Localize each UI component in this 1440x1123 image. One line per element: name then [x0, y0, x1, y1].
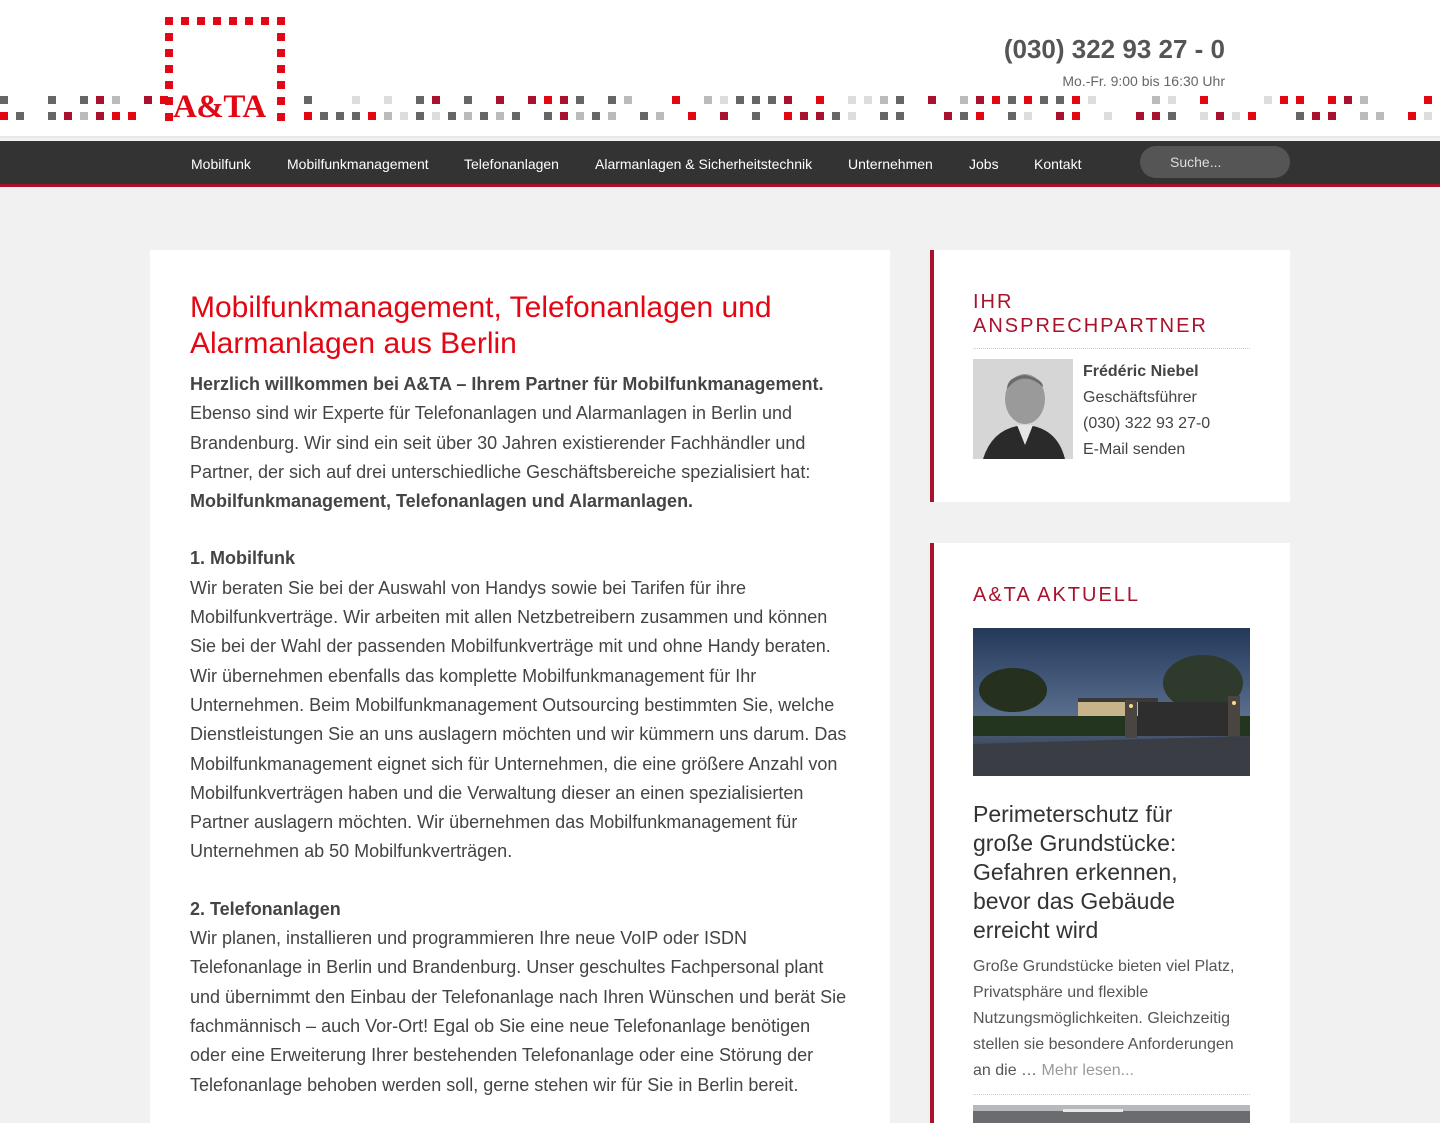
search-input[interactable] [1140, 146, 1290, 178]
card-divider [973, 348, 1250, 349]
site-header [0, 0, 1440, 138]
nav-item-unternehmen[interactable]: Unternehmen [848, 156, 933, 172]
logo-text: A&TA [173, 89, 266, 125]
nav-item-alarmanlagen[interactable]: Alarmanlagen & Sicherheitstechnik [595, 156, 813, 172]
intro-text: Ebenso sind wir Experte für Telefonanlagen und Alarmanlagen in Berlin und Brandenburg. Wir sind ein seit über 30 Jahren existierender Fachhändler und Partner, der sich auf drei unterschiedliche Geschäftsbereiche spezialisiert hat: [190, 403, 811, 482]
section-text-telefonanlagen: Wir planen, installieren und programmieren Ihre neue VoIP oder ISDN Telefonanlage in Berlin und Brandenburg. Unser geschultes Fachpersonal plant und übernimmt den Einbau der Telefonanlage nach Ihren Wünschen und berät Sie fachmännisch – auch Vor-Ort! Egal ob Sie eine neue Telefonanlage benötigen oder eine Erweiterung Ihrer bestehenden Telefonanlage oder eine Störung der Telefonanlage behoben werden soll, gerne stehen wir für Sie in Berlin bereit. [190, 928, 847, 1095]
news-excerpt-text: Große Grundstücke bieten viel Platz, Privatsphäre und flexible Nutzungsmöglichkeiten. Gleichzeitig stellen sie besondere Anforderungen an die … [973, 958, 1235, 1079]
contact-name: Frédéric Niebel [1083, 363, 1199, 380]
contact-email-link[interactable]: E-Mail senden [1083, 441, 1186, 458]
nav-item-telefonanlagen[interactable]: Telefonanlagen [464, 156, 559, 172]
news-article-image-2[interactable] [973, 1105, 1250, 1123]
section-text-mobilfunk: Wir beraten Sie bei der Auswahl von Handys sowie bei Tarifen für ihre Mobilfunkverträge. Wir arbeiten mit allen Netzbetreibern zusammen und können Sie bei der Wahl der passenden Mobilfunkverträge mit und ohne Handy beraten. Wir übernehmen ebenfalls das komplette Mobilfunkmanagement für Ihr Unternehmen. Beim Mobilfunkmanagement Outsourcing bestimmten Sie, welche Dienstleistungen Sie an uns auslagern möchten und wir kümmern uns darum. Das Mobilfunkmanagement eignet sich für Unternehmen, die eine größere Anzahl von Mobilfunkverträgen haben und die Verwaltung dieser an einen spezialisierten Partner auslagern möchten. Wir übernehmen das Mobilfunkmanagement für Unternehmen ab 50 Mobilfunkverträgen. [190, 577, 847, 862]
contact-person-photo [973, 359, 1073, 459]
news-article-excerpt [973, 954, 1243, 1084]
news-article-image[interactable] [973, 628, 1250, 776]
news-article-title[interactable]: Perimeterschutz für große Grundstücke: Gefahren erkennen, bevor das Gebäude erreicht wird [973, 801, 1178, 943]
read-more-link[interactable]: Mehr lesen... [1041, 1062, 1134, 1079]
header-hours: Mo.-Fr. 9:00 bis 16:30 Uhr [1062, 73, 1225, 89]
news-card-title: A&TA AKTUELL [973, 584, 1141, 606]
nav-item-kontakt[interactable]: Kontakt [1034, 156, 1082, 172]
contact-person-card [930, 250, 1290, 502]
section-heading-telefonanlagen: 2. Telefonanlagen [190, 898, 341, 919]
company-logo[interactable] [165, 17, 285, 125]
contact-phone[interactable]: (030) 322 93 27-0 [1083, 415, 1211, 432]
main-content-card [150, 250, 890, 1123]
contact-role: Geschäftsführer [1083, 389, 1197, 406]
news-card [930, 543, 1290, 1123]
nav-item-mobilfunkmanagement[interactable]: Mobilfunkmanagement [287, 156, 429, 172]
contact-card-title-line1: IHR [973, 291, 1014, 313]
section-heading-mobilfunk: 1. Mobilfunk [190, 548, 295, 569]
page-title: Mobilfunkmanagement, Telefonanlagen und Alarmanlagen aus Berlin [190, 291, 772, 360]
article-body [190, 370, 850, 1100]
contact-card-title-line2: ANSPRECHPARTNER [973, 315, 1208, 337]
news-divider [973, 1094, 1250, 1095]
header-phone[interactable]: (030) 322 93 27 - 0 [1003, 34, 1225, 64]
nav-item-mobilfunk[interactable]: Mobilfunk [191, 156, 251, 172]
intro-bold: Herzlich willkommen bei A&TA – Ihrem Partner für Mobilfunkmanagement. [190, 374, 824, 394]
intro-bold-2: Mobilfunkmanagement, Telefonanlagen und Alarmanlagen. [190, 491, 694, 512]
header-divider [0, 136, 1440, 138]
nav-item-jobs[interactable]: Jobs [969, 156, 999, 172]
main-navigation [0, 141, 1440, 187]
